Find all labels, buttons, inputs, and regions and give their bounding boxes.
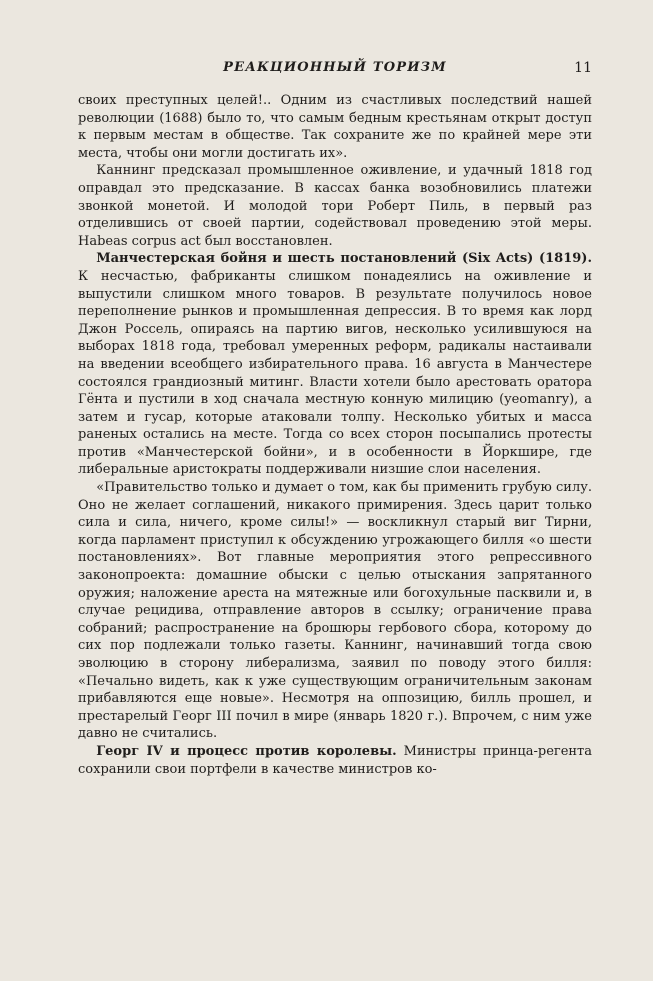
paragraph-text: К несчастью, фабриканты слишком понадеялись на оживление и выпустили слишком много товаров. В результате получилось новое переполнение рынков и промышленная депрессия. В то время как лорд Джон Россель, опираясь на партию вигов, несколько усилившуюся на выборах 1818 года, требовал умеренных реформ, радикалы настаивали на введении всеобщего избирательного права. 16 августа в Манчестере состоялся грандиозный митинг. Власти хотели было арестовать оратора Гёнта и пустили в ход сначала местную конную милицию (yeomanry), а затем и гусар, которые атаковали толпу. Несколько убитых и масса раненых остались на месте. Тогда со всех сторон посыпались протесты против «Манчестерской бойни», и в особенности в Йоркшире, где либеральные аристократы поддерживали низшие слои населения. xyxy=(78,268,592,478)
paragraph-with-heading xyxy=(78,250,592,479)
paragraph-text: своих преступных целей!.. Одним из счастливых последствий нашей революции (1688) было то, что самым бедным крестьянам открыт доступ к первым местам в обществе. Так сохраните же по крайней мере эти места, чтобы они могли достигать их». xyxy=(78,93,592,161)
paragraph xyxy=(78,162,592,250)
paragraph-with-heading xyxy=(78,743,592,778)
paragraph xyxy=(78,479,592,743)
section-heading: Георг IV и процесс против королевы. xyxy=(96,743,397,759)
running-title: РЕАКЦИОННЫЙ ТОРИЗМ xyxy=(223,60,447,75)
page-number: 11 xyxy=(574,60,592,76)
paragraph-text: Каннинг предсказал промышленное оживление, и удачный 1818 год оправдал это предсказание. В кассах банка возобновились платежи звонкой монетой. И молодой тори Роберт Пиль, в первый раз отделившись от своей партии, содействовал проведению этой меры. Habeas corpus act был восстановлен. xyxy=(78,163,592,249)
paragraph-continuation xyxy=(78,92,592,162)
body-text xyxy=(78,92,592,778)
page-header xyxy=(78,60,592,80)
section-heading: Манчестерская бойня и шесть постановлений (Six Acts) (1819). xyxy=(96,251,592,267)
paragraph-text: Министры принца-регента сохранили свои портфели в качестве министров ко- xyxy=(78,743,592,777)
paragraph-text: «Правительство только и думает о том, как бы применить грубую силу. Оно не желает соглашений, никакого примирения. Здесь царит только сила и сила, ничего, кроме силы!» — воскликнул старый виг Тирни, когда парламент приступил к обсуждению угрожающего билля «о шести постановлениях». Вот главные мероприятия этого репрессивного законопроекта: домашние обыски с целью отыскания запрятанного оружия; наложение ареста на мятежные или богохульные пасквили и, в случае рецидива, отправление авторов в ссылку; ограничение права собраний; распространение на брошюры гербового сбора, которому до сих пор подлежали только газеты. Каннинг, начинавший тогда свою эволюцию в сторону либерализма, заявил по поводу этого билля: «Печально видеть, как к уже существующим ограничительным законам прибавляются еще новые». Несмотря на оппозицию, билль прошел, и престарелый Георг III почил в мире (январь 1820 г.). Впрочем, с ним уже давно не считались. xyxy=(78,480,592,742)
